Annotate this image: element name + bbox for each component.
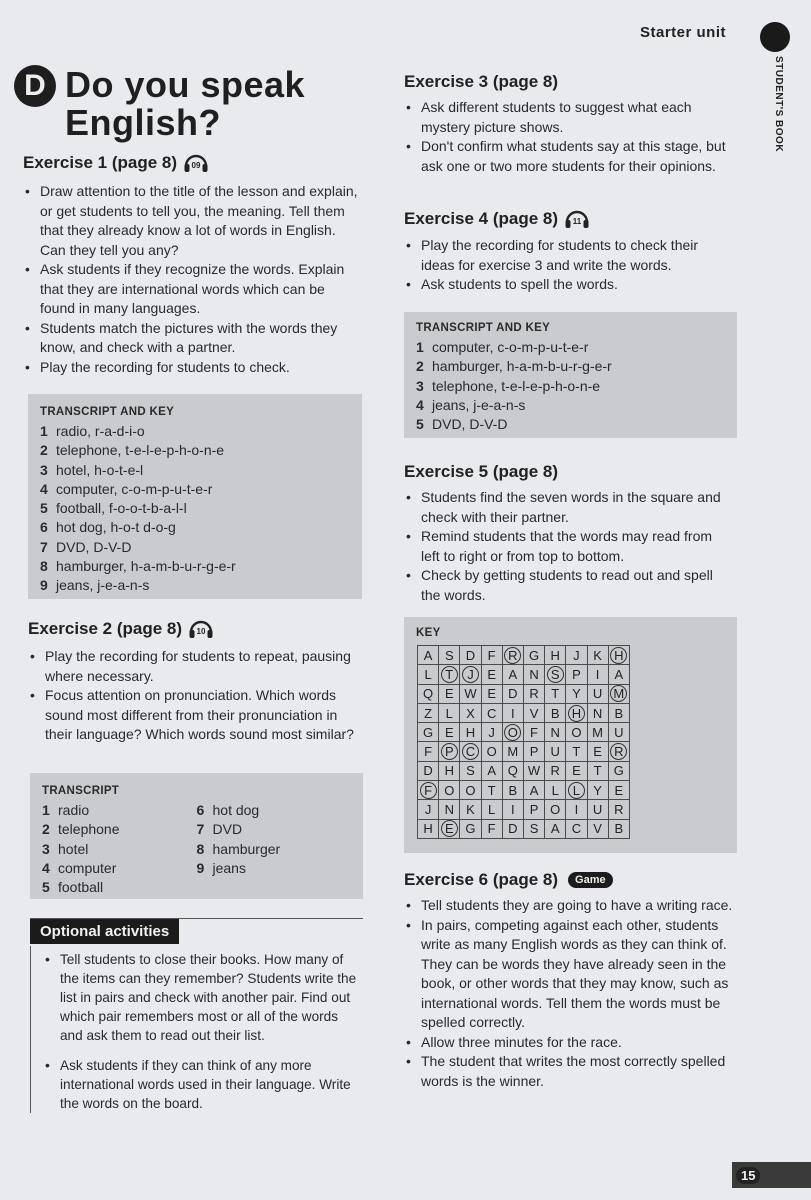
grid-row xyxy=(418,665,630,684)
grid-cell: K xyxy=(460,800,481,819)
transcript-box xyxy=(30,773,363,899)
grid-row xyxy=(418,723,630,742)
grid-cell: V xyxy=(587,819,608,838)
game-badge: Game xyxy=(568,872,613,888)
page-number-tab xyxy=(732,1162,811,1188)
grid-cell: P xyxy=(566,665,587,684)
grid-cell: O xyxy=(481,742,502,761)
track-number: 09 xyxy=(191,161,201,170)
grid-cell: T xyxy=(481,781,502,800)
grid-cell: B xyxy=(502,781,523,800)
exercise-4 xyxy=(404,208,734,295)
key-list xyxy=(416,338,725,434)
grid-cell: S xyxy=(545,665,566,684)
grid-cell: A xyxy=(608,665,629,684)
grid-cell: D xyxy=(418,761,439,780)
grid-cell: U xyxy=(587,800,608,819)
grid-cell: U xyxy=(608,723,629,742)
list-item: • Ask students if they can think of any more international words used in their language. Write the words on the board. xyxy=(43,1056,357,1113)
grid-cell: U xyxy=(587,684,608,703)
grid-cell: Q xyxy=(418,684,439,703)
grid-cell: B xyxy=(608,703,629,722)
list-item: • Students match the pictures with the words they know, and check with a partner. xyxy=(23,319,363,358)
word-square-grid xyxy=(417,645,630,839)
grid-cell: U xyxy=(545,742,566,761)
grid-cell: N xyxy=(439,800,460,819)
grid-cell: I xyxy=(587,665,608,684)
optional-activities-title: Optional activities xyxy=(30,919,179,944)
list-item: • In pairs, competing against each other, students write as many English words as they can think of. They can be words they have already seen in the book, or other words that they may know, such as international words. Tell them the words must be spelled correctly. xyxy=(404,916,734,1033)
transcript-key-box-2 xyxy=(404,312,737,438)
grid-cell: O xyxy=(566,723,587,742)
list-item: • Ask students if they recognize the words. Explain that they are international words which can be found in many languages. xyxy=(23,260,363,319)
lesson-letter-badge: D xyxy=(14,65,56,107)
grid-cell: F xyxy=(418,781,439,800)
grid-cell: J xyxy=(481,723,502,742)
list-item: • Ask students to spell the words. xyxy=(404,275,729,295)
grid-cell: D xyxy=(460,646,481,665)
grid-cell: E xyxy=(608,781,629,800)
grid-cell: P xyxy=(523,742,544,761)
grid-cell: I xyxy=(566,800,587,819)
grid-cell: O xyxy=(502,723,523,742)
grid-cell: T xyxy=(545,684,566,703)
list-item: 1 radio xyxy=(42,802,90,818)
grid-cell: A xyxy=(523,781,544,800)
grid-cell: P xyxy=(439,742,460,761)
headphones-icon xyxy=(188,618,214,640)
grid-cell: H xyxy=(439,761,460,780)
grid-row xyxy=(418,800,630,819)
grid-cell: Q xyxy=(502,761,523,780)
grid-cell: O xyxy=(439,781,460,800)
list-item: 4 jeans, j-e-a-n-s xyxy=(416,396,526,413)
grid-cell: Z xyxy=(418,703,439,722)
unit-disc-icon xyxy=(760,22,790,52)
track-number: 11 xyxy=(572,217,582,226)
grid-cell: G xyxy=(523,646,544,665)
list-item: 8 hamburger xyxy=(196,840,281,857)
list-item: 3 hotel xyxy=(42,840,89,857)
list-item: 9 jeans, j-e-a-n-s xyxy=(40,577,150,594)
grid-row xyxy=(418,819,630,838)
box-title: KEY xyxy=(416,627,441,639)
grid-cell: E xyxy=(587,742,608,761)
list-item: 8 hamburger, h-a-m-b-u-r-g-e-r xyxy=(40,558,236,575)
exercise-3-heading xyxy=(404,72,734,92)
list-item: • Students find the seven words in the square and check with their partner. xyxy=(404,488,732,527)
grid-cell: J xyxy=(566,646,587,665)
grid-cell: T xyxy=(439,665,460,684)
grid-cell: B xyxy=(545,703,566,722)
exercise-3 xyxy=(404,72,734,176)
list-item: 6 hot dog, h-o-t d-o-g xyxy=(40,519,176,536)
grid-cell: L xyxy=(481,800,502,819)
optional-activities xyxy=(30,918,363,1124)
grid-cell: E xyxy=(439,723,460,742)
exercise-5 xyxy=(404,462,734,605)
exercise-6 xyxy=(404,870,737,1091)
grid-cell: R xyxy=(608,800,629,819)
grid-cell: R xyxy=(545,761,566,780)
grid-cell: P xyxy=(523,800,544,819)
grid-cell: E xyxy=(566,761,587,780)
list-item: • Play the recording for students to check their ideas for exercise 3 and write the words. xyxy=(404,236,729,275)
grid-cell: A xyxy=(418,646,439,665)
grid-cell: L xyxy=(566,781,587,800)
grid-cell: S xyxy=(439,646,460,665)
grid-cell: C xyxy=(566,819,587,838)
list-item: 3 hotel, h-o-t-e-l xyxy=(40,461,144,478)
grid-cell: D xyxy=(502,684,523,703)
grid-cell: S xyxy=(523,819,544,838)
box-title: TRANSCRIPT AND KEY xyxy=(40,406,175,418)
grid-cell: N xyxy=(523,665,544,684)
grid-cell: W xyxy=(523,761,544,780)
grid-cell: J xyxy=(460,665,481,684)
exercise-6-bullets xyxy=(404,896,734,1091)
list-item: • Tell students they are going to have a writing race. xyxy=(404,896,734,916)
exercise-3-title: Exercise 3 (page 8) xyxy=(404,72,559,91)
grid-cell: L xyxy=(439,703,460,722)
unit-label: Starter unit xyxy=(640,24,727,41)
grid-cell: N xyxy=(587,703,608,722)
grid-cell: F xyxy=(481,646,502,665)
grid-cell: E xyxy=(439,819,460,838)
exercise-1-title: Exercise 1 (page 8) xyxy=(23,153,178,172)
list-item: 5 football xyxy=(42,879,104,896)
grid-cell: H xyxy=(566,703,587,722)
exercise-3-bullets xyxy=(404,98,729,176)
grid-row xyxy=(418,703,630,722)
grid-cell: E xyxy=(439,684,460,703)
list-item: • Tell students to close their books. How many of the items can they remember? Students write the list in pairs and check with another pair. Find out which pair remembers most or all of the words and ask them to read out their list. xyxy=(43,950,357,1045)
list-item: • The student that writes the most correctly spelled words is the winner. xyxy=(404,1052,734,1091)
exercise-2-title: Exercise 2 (page 8) xyxy=(28,619,183,638)
grid-cell: R xyxy=(608,742,629,761)
grid-cell: X xyxy=(460,703,481,722)
grid-cell: Y xyxy=(587,781,608,800)
grid-cell: M xyxy=(587,723,608,742)
exercise-1-heading xyxy=(23,152,368,174)
track-number: 10 xyxy=(196,627,206,636)
list-item: 2 telephone, t-e-l-e-p-h-o-n-e xyxy=(40,442,225,459)
grid-row xyxy=(418,646,630,665)
exercise-5-bullets xyxy=(404,488,732,605)
list-item: 7 DVD xyxy=(196,821,243,838)
list-item: • Remind students that the words may read from left to right or from top to bottom. xyxy=(404,527,732,566)
grid-cell: I xyxy=(502,703,523,722)
grid-cell: L xyxy=(545,781,566,800)
grid-cell: L xyxy=(418,665,439,684)
grid-cell: K xyxy=(587,646,608,665)
list-item: 4 computer, c-o-m-p-u-t-e-r xyxy=(40,480,213,497)
grid-cell: H xyxy=(608,646,629,665)
grid-cell: M xyxy=(502,742,523,761)
list-item: • Play the recording for students to repeat, pausing where necessary. xyxy=(28,647,363,686)
grid-cell: D xyxy=(502,819,523,838)
list-item: 1 radio, r-a-d-i-o xyxy=(40,423,145,439)
grid-cell: A xyxy=(481,761,502,780)
grid-cell: B xyxy=(608,819,629,838)
grid-cell: R xyxy=(523,684,544,703)
transcript-column-1 xyxy=(42,801,197,897)
grid-cell: E xyxy=(481,684,502,703)
exercise-4-heading xyxy=(404,208,734,230)
grid-cell: G xyxy=(418,723,439,742)
exercise-1 xyxy=(23,152,368,377)
grid-cell: F xyxy=(481,819,502,838)
grid-cell: F xyxy=(418,742,439,761)
key-list xyxy=(40,422,350,596)
grid-cell: T xyxy=(587,761,608,780)
grid-cell: V xyxy=(523,703,544,722)
list-item: • Ask different students to suggest what each mystery picture shows. xyxy=(404,98,729,137)
grid-cell: E xyxy=(481,665,502,684)
side-label: STUDENT'S BOOK xyxy=(773,56,784,153)
exercise-2-bullets xyxy=(28,647,363,745)
exercise-5-title: Exercise 5 (page 8) xyxy=(404,462,559,481)
grid-cell: M xyxy=(608,684,629,703)
grid-cell: C xyxy=(460,742,481,761)
grid-cell: R xyxy=(502,646,523,665)
list-item: 7 DVD, D-V-D xyxy=(40,538,132,555)
headphones-icon xyxy=(183,152,209,174)
list-item: • Draw attention to the title of the lesson and explain, or get students to tell you, the meaning. Tell them that they already know a lot of words in English. Can they tell you any? xyxy=(23,182,363,260)
list-item: • Check by getting students to read out and spell the words. xyxy=(404,566,732,605)
list-item: • Play the recording for students to check. xyxy=(23,358,363,378)
page-number: 15 xyxy=(736,1167,760,1184)
list-item: 5 DVD, D-V-D xyxy=(416,416,508,433)
grid-row xyxy=(418,742,630,761)
list-item: 9 jeans xyxy=(196,859,246,876)
headphones-icon xyxy=(564,208,590,230)
grid-cell: G xyxy=(608,761,629,780)
exercise-2-heading xyxy=(28,618,368,640)
exercise-6-title: Exercise 6 (page 8) xyxy=(404,870,559,889)
list-item: • Focus attention on pronunciation. Which words sound most different from their pronunciation in their language? Which words sound most similar? xyxy=(28,686,363,745)
transcript-key-box-1 xyxy=(28,394,362,599)
box-title: TRANSCRIPT AND KEY xyxy=(416,322,551,334)
key-box-word-square xyxy=(404,617,737,853)
list-item: • Allow three minutes for the race. xyxy=(404,1033,734,1053)
list-item: • Don't confirm what students say at this stage, but ask one or two more students for their opinions. xyxy=(404,137,729,176)
exercise-4-title: Exercise 4 (page 8) xyxy=(404,209,559,228)
exercise-2 xyxy=(28,618,368,745)
grid-cell: O xyxy=(545,800,566,819)
grid-cell: N xyxy=(545,723,566,742)
grid-row xyxy=(418,761,630,780)
grid-cell: A xyxy=(545,819,566,838)
exercise-5-heading xyxy=(404,462,734,482)
grid-cell: H xyxy=(545,646,566,665)
grid-row xyxy=(418,684,630,703)
grid-cell: H xyxy=(460,723,481,742)
list-item: 4 computer xyxy=(42,859,117,876)
grid-cell: T xyxy=(566,742,587,761)
grid-cell: J xyxy=(418,800,439,819)
grid-cell: A xyxy=(502,665,523,684)
list-item: 5 football, f-o-o-t-b-a-l-l xyxy=(40,500,187,517)
grid-cell: Y xyxy=(566,684,587,703)
exercise-4-bullets xyxy=(404,236,729,295)
transcript-column-2 xyxy=(197,801,352,897)
optional-bullets xyxy=(43,948,357,1113)
grid-cell: H xyxy=(418,819,439,838)
grid-cell: W xyxy=(460,684,481,703)
exercise-1-bullets xyxy=(23,182,363,377)
list-item: 6 hot dog xyxy=(196,802,260,818)
list-item: 1 computer, c-o-m-p-u-t-e-r xyxy=(416,339,589,355)
exercise-6-heading xyxy=(404,870,737,890)
grid-cell: S xyxy=(460,761,481,780)
grid-cell: F xyxy=(523,723,544,742)
grid-cell: G xyxy=(460,819,481,838)
list-item: 2 hamburger, h-a-m-b-u-r-g-e-r xyxy=(416,358,612,375)
list-item: 3 telephone, t-e-l-e-p-h-o-n-e xyxy=(416,377,601,394)
grid-row xyxy=(418,781,630,800)
box-title: TRANSCRIPT xyxy=(42,785,120,797)
page-title: Do you speak English? xyxy=(65,64,306,143)
list-item: 2 telephone xyxy=(42,821,120,838)
grid-cell: C xyxy=(481,703,502,722)
grid-cell: I xyxy=(502,800,523,819)
grid-cell: O xyxy=(460,781,481,800)
